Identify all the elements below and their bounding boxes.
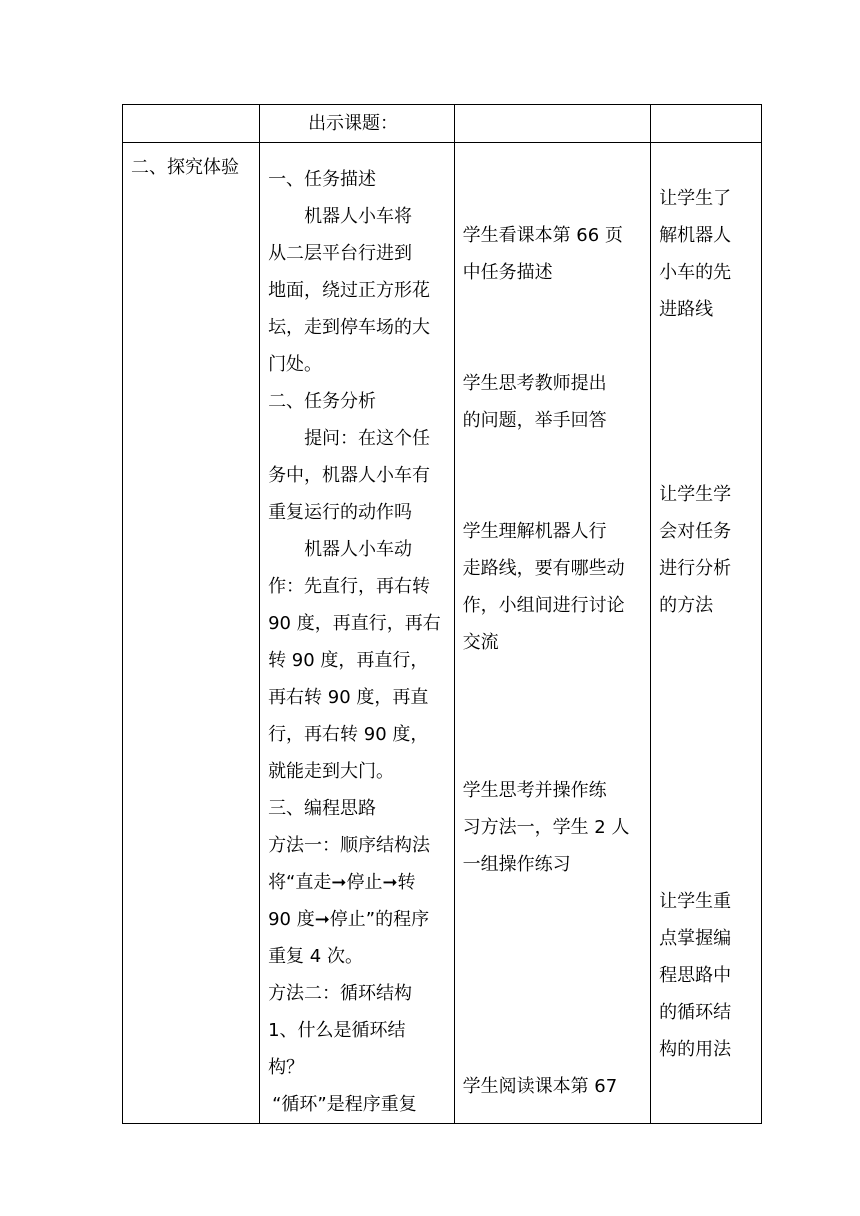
task-analysis-question-line: 提问：在这个任 bbox=[304, 428, 431, 449]
design-intent-line: 进路线 bbox=[659, 299, 714, 320]
design-intent-cell bbox=[651, 143, 762, 1124]
spacer bbox=[463, 291, 645, 365]
task-analysis-answer-line: 再右转 90 度，再直 bbox=[268, 687, 429, 708]
design-intent-line: 程思路中 bbox=[659, 965, 732, 986]
header-cell-student bbox=[454, 105, 651, 143]
student-activity-line: 学生阅读课本第 67 bbox=[462, 1076, 618, 1097]
student-activity-line: 学生思考教师提出 bbox=[462, 373, 607, 394]
task-analysis-answer-line: 作：先直行，再右转 bbox=[268, 576, 431, 597]
student-activity-line: 学生理解机器人行 bbox=[462, 521, 607, 542]
lesson-title-label: 出示课题： bbox=[308, 113, 399, 134]
spacer bbox=[463, 439, 645, 513]
student-activity-line: 走路线，要有哪些动 bbox=[462, 558, 625, 579]
design-intent-line: 的方法 bbox=[659, 595, 714, 616]
design-intent-line: 让学生重 bbox=[659, 891, 732, 912]
design-intent-line: 让学生了 bbox=[659, 188, 732, 209]
stage-cell bbox=[123, 143, 260, 1124]
student-activity-content bbox=[455, 143, 651, 1105]
design-intent-line: 构的用法 bbox=[659, 1039, 732, 1060]
teacher-activity-cell bbox=[260, 143, 455, 1124]
student-activity-cell bbox=[454, 143, 651, 1124]
design-intent-line: 小车的先 bbox=[659, 262, 732, 283]
programming-approach-line: 方法一：顺序结构法 bbox=[268, 835, 431, 856]
design-intent-line: 会对任务 bbox=[659, 521, 732, 542]
task-analysis-answer-line: 转 90 度，再直行， bbox=[268, 650, 429, 671]
student-activity-line: 交流 bbox=[462, 632, 499, 653]
design-intent-content bbox=[651, 143, 761, 1068]
spacer bbox=[659, 624, 755, 883]
table-row-header bbox=[123, 105, 762, 143]
task-description-line: 门处。 bbox=[268, 354, 323, 375]
design-intent-line: 进行分析 bbox=[659, 558, 732, 579]
section-title-task-analysis: 二、任务分析 bbox=[268, 391, 377, 412]
header-cell-teacher bbox=[260, 105, 455, 143]
table-row-main bbox=[123, 143, 762, 1124]
student-activity-line: 的问题，举手回答 bbox=[462, 410, 607, 431]
task-analysis-question-line: 务中，机器人小车有 bbox=[268, 465, 431, 486]
task-analysis-answer-line: 就能走到大门。 bbox=[268, 761, 395, 782]
student-activity-line: 中任务描述 bbox=[462, 262, 553, 283]
task-analysis-answer-line: 行，再右转 90 度， bbox=[268, 724, 429, 745]
programming-approach-line: 将“直走➞停止➞转 bbox=[268, 872, 416, 893]
task-description-line: 机器人小车将 bbox=[304, 206, 413, 227]
programming-approach-line: “循环”是程序重复 bbox=[272, 1094, 417, 1115]
student-activity-line: 学生看课本第 66 页 bbox=[462, 225, 623, 246]
header-cell-stage bbox=[123, 105, 260, 143]
task-analysis-answer-line: 机器人小车动 bbox=[304, 539, 413, 560]
spacer bbox=[659, 328, 755, 476]
task-analysis-answer-line: 90 度，再直行，再右 bbox=[268, 613, 441, 634]
task-description-line: 地面，绕过正方形花 bbox=[268, 280, 431, 301]
design-intent-line: 点掌握编 bbox=[659, 928, 732, 949]
spacer bbox=[463, 883, 645, 1068]
programming-approach-line: 方法二：循环结构 bbox=[268, 983, 413, 1004]
stage-label: 二、探究体验 bbox=[131, 157, 239, 178]
task-analysis-question-line: 重复运行的动作吗 bbox=[268, 502, 413, 523]
design-intent-line: 的循环结 bbox=[659, 1002, 732, 1023]
spacer bbox=[463, 143, 645, 217]
teacher-activity-content bbox=[260, 143, 454, 1123]
student-activity-line: 习方法一，学生 2 人 bbox=[462, 817, 630, 838]
programming-approach-line: 90 度➞停止”的程序 bbox=[268, 909, 430, 930]
programming-approach-line: 重复 4 次。 bbox=[268, 946, 363, 967]
task-description-line: 从二层平台行进到 bbox=[268, 243, 413, 264]
lesson-plan-table bbox=[122, 104, 762, 1124]
student-activity-line: 作，小组间进行讨论 bbox=[462, 595, 625, 616]
programming-approach-line: 构？ bbox=[268, 1057, 305, 1078]
spacer bbox=[463, 661, 645, 772]
section-title-programming-approach: 三、编程思路 bbox=[268, 798, 377, 819]
spacer bbox=[659, 143, 755, 180]
task-description-line: 坛，走到停车场的大 bbox=[268, 317, 431, 338]
section-title-task-description: 一、任务描述 bbox=[268, 169, 377, 190]
header-cell-intent bbox=[651, 105, 762, 143]
design-intent-line: 让学生学 bbox=[659, 484, 732, 505]
student-activity-line: 学生思考并操作练 bbox=[462, 780, 607, 801]
design-intent-line: 解机器人 bbox=[659, 225, 732, 246]
programming-approach-line: 1、什么是循环结 bbox=[268, 1020, 406, 1041]
student-activity-line: 一组操作练习 bbox=[462, 854, 571, 875]
